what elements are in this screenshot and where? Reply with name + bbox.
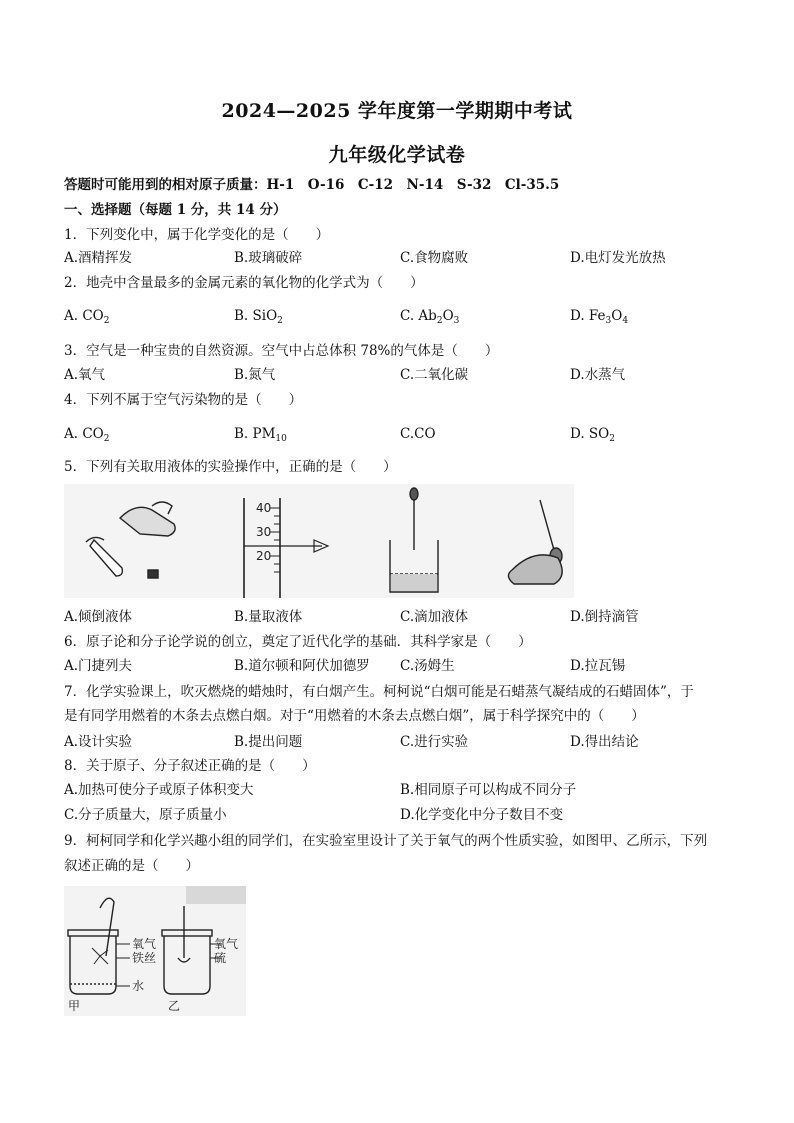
option-b: B.氮气 (234, 367, 276, 383)
liquid-operations-figure (64, 484, 574, 598)
question-8-stem: 8．关于原子、分子叙述正确的是（ ） (64, 758, 316, 774)
option-c: C.汤姆生 (400, 658, 455, 674)
option-d: D. $SO_2$ (570, 426, 615, 444)
option-d: D.倒持滴管 (570, 609, 639, 625)
option-b: B.玻璃破碎 (234, 250, 303, 266)
question-4-stem: 4．下列不属于空气污染物的是（ ） (64, 392, 303, 408)
option-c: C.CO (400, 426, 436, 442)
option-d: D.化学变化中分子数目不变 (400, 807, 564, 823)
atomic-mass-note: 答题时可能用到的相对原子质量：H-1 O-16 C-12 N-14 S-32 Cl-35.5 (64, 177, 560, 193)
option-a: A. $CO_2$ (64, 308, 110, 326)
option-a: A.氧气 (64, 367, 106, 383)
yi-sulfur-label: 硫 (214, 951, 227, 965)
option-a: A.酒精挥发 (64, 250, 133, 266)
option-a: A.加热可使分子或原子体积变大 (64, 782, 254, 798)
option-a: A.设计实验 (64, 734, 133, 750)
option-c: C.二氧化碳 (400, 367, 469, 383)
question-6-stem: 6．原子论和分子论学说的创立，奠定了近代化学的基础．其科学家是（ ） (64, 634, 532, 650)
question-2-stem: 2．地壳中含量最多的金属元素的氧化物的化学式为（ ） (64, 275, 424, 291)
option-d: D.水蒸气 (570, 367, 626, 383)
question-1-stem: 1．下列变化中，属于化学变化的是（ ） (64, 227, 330, 243)
jia-iron-wire-label: 铁丝 (132, 951, 157, 965)
option-b: B. $PM_{10}$ (234, 426, 287, 444)
question-4-options (64, 424, 744, 444)
option-c: C.滴加液体 (400, 609, 469, 625)
option-b: B. SiO$_2$ (234, 308, 283, 326)
option-b: B.量取液体 (234, 609, 303, 625)
option-b: B.相同原子可以构成不同分子 (400, 782, 577, 798)
scale-label-20: 20 (256, 549, 272, 563)
question-8-options-row1 (64, 780, 744, 800)
question-5-options (64, 607, 744, 627)
option-d: D.得出结论 (570, 734, 639, 750)
option-a: A.倾倒液体 (64, 609, 133, 625)
option-b: B.道尔顿和阿伏加德罗 (234, 658, 370, 674)
question-7-stem-line1: 7．化学实验课上，吹灭燃烧的蜡烛时，有白烟产生。柯柯说“白烟可能是石蜡蒸气凝结成的石蜡固体”，于 (64, 684, 694, 700)
question-5-stem: 5．下列有关取用液体的实验操作中，正确的是（ ） (64, 459, 397, 475)
option-b: B.提出问题 (234, 734, 303, 750)
exam-title: 2024—2025 学年度第一学期期中考试 (221, 100, 573, 122)
question-2-options (64, 306, 744, 326)
question-9-stem-line2: 叙述正确的是（ ） (64, 858, 199, 874)
yi-label: 乙 (168, 999, 181, 1013)
jia-label: 甲 (68, 999, 81, 1013)
option-a: A.门捷列夫 (64, 658, 133, 674)
option-c: C.食物腐败 (400, 250, 469, 266)
oxygen-property-figure (64, 886, 246, 1016)
question-1-options (64, 248, 744, 268)
stopper-on-table (148, 570, 158, 578)
option-c: C. $Ab_2O_3$ (400, 308, 460, 326)
jia-oxygen-label: 氧气 (132, 937, 157, 951)
question-7-options (64, 732, 744, 752)
question-6-options (64, 656, 744, 676)
scale-label-30: 30 (256, 525, 272, 539)
jia-water-label: 水 (132, 979, 145, 993)
option-d: D. $Fe_3O_4$ (570, 308, 629, 326)
question-7-stem-line2: 是有同学用燃着的木条去点燃白烟。对于“用燃着的木条去点燃白烟”，属于科学探究中的（ ） (64, 708, 645, 724)
question-9-stem-line1: 9．柯柯同学和化学兴趣小组的同学们，在实验室里设计了关于氧气的两个性质实验，如图甲、乙所示，下列 (64, 833, 708, 849)
section-one-heading: 一、选择题（每题 1 分，共 14 分） (64, 202, 287, 218)
scale-label-40: 40 (256, 501, 272, 515)
exam-subtitle: 九年级化学试卷 (328, 144, 466, 166)
figure-background (64, 484, 574, 598)
yi-oxygen-label: 氧气 (214, 937, 239, 951)
question-8-options-row2 (64, 805, 744, 825)
option-c: C.进行实验 (400, 734, 469, 750)
option-d: D.电灯发光放热 (570, 250, 666, 266)
question-3-options (64, 365, 744, 385)
question-3-stem: 3．空气是一种宝贵的自然资源。空气中占总体积 78%的气体是（ ） (64, 343, 499, 359)
option-d: D.拉瓦锡 (570, 658, 626, 674)
option-c: C.分子质量大，原子质量小 (64, 807, 227, 823)
option-a: A. $CO_2$ (64, 426, 110, 444)
